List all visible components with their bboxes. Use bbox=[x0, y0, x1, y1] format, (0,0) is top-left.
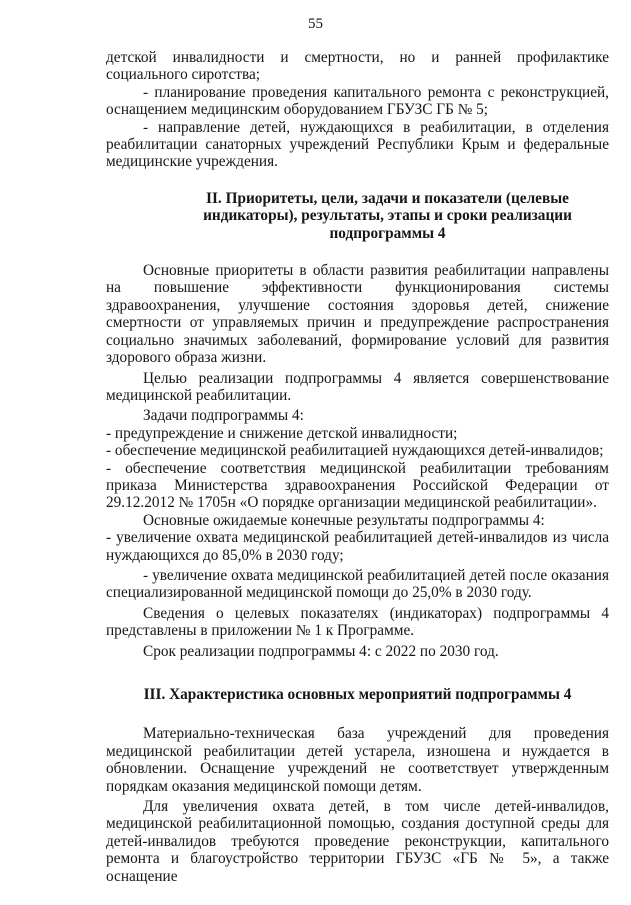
section-2-paragraph: Сведения о целевых показателях (индикаторах) подпрограммы 4 представлены в приложении № 1 к Программе. bbox=[106, 604, 609, 640]
section-2-paragraph: Основные приоритеты в области развития реабилитации направлены на повышение эффективности функционирования системы здравоохранения, улучшение состояния здоровья детей, снижение смертности от управляемых причин и предупреждение распространения социально значимых заболеваний, формирование условий для развития здорового образа жизни. bbox=[106, 262, 609, 367]
section-2-list-item: - обеспечение соответствия медицинской реабилитации требованиям приказа Министерства здравоохранения Российской Федерации от 29.12.2012 № 1705н «О порядке организации медицинской реабилитации». bbox=[106, 459, 609, 512]
section-3-heading: III. Характеристика основных мероприятий подпрограммы 4 bbox=[143, 686, 572, 703]
section-2-paragraph: Основные ожидаемые конечные результаты подпрограммы 4: bbox=[143, 511, 545, 529]
section-2-paragraph: Срок реализации подпрограммы 4: с 2022 по 2030 год. bbox=[143, 642, 499, 660]
section-2-paragraph: Задачи подпрограммы 4: bbox=[143, 407, 304, 425]
section-2-list-item: - увеличение охвата медицинской реабилитацией детей после оказания специализированной медицинской помощи до 25,0% в 2030 году. bbox=[106, 566, 609, 602]
section-2-paragraph: Целью реализации подпрограммы 4 является совершенствование медицинской реабилитации. bbox=[106, 369, 609, 404]
section-3-paragraph: Для увеличения охвата детей, в том числе детей-инвалидов, медицинской реабилитационной помощью, создания доступной среды для детей-инвалидов требуются проведение реконструкции, капитального ремонта и благоустройство территории ГБУЗС «ГБ № 5», а также оснащение bbox=[106, 798, 609, 885]
section-2-heading: II. Приоритеты, цели, задачи и показатели (целевые индикаторы), результаты, этапы и сроки реализации подпрограммы 4 bbox=[203, 189, 572, 242]
page-body bbox=[106, 49, 609, 885]
section-2-list-item: - увеличение охвата медицинской реабилитацией детей-инвалидов из числа нуждающихся до 85,0% в 2030 году; bbox=[106, 529, 609, 564]
intro-paragraph: детской инвалидности и смертности, но и ранней профилактике социального сиротства; bbox=[106, 49, 609, 84]
intro-list-item: - направление детей, нуждающихся в реабилитации, в отделения реабилитации санаторных учреждений Республики Крым и федеральные медицинские учреждения. bbox=[106, 118, 609, 171]
section-2-list-item: - обеспечение медицинской реабилитацией нуждающихся детей-инвалидов; bbox=[106, 442, 604, 460]
page-number: 55 bbox=[308, 16, 323, 32]
section-3-paragraph: Материально-техническая база учреждений для проведения медицинской реабилитации детей устарела, изношена и нуждается в обновлении. Оснащение учреждений не соответствует утвержденным порядкам оказания медицинской помощи детям. bbox=[106, 725, 609, 795]
intro-list-item: - планирование проведения капитального ремонта с реконструкцией, оснащением медицинским оборудованием ГБУЗС ГБ № 5; bbox=[106, 83, 609, 119]
section-2-list-item: - предупреждение и снижение детской инвалидности; bbox=[106, 424, 458, 442]
